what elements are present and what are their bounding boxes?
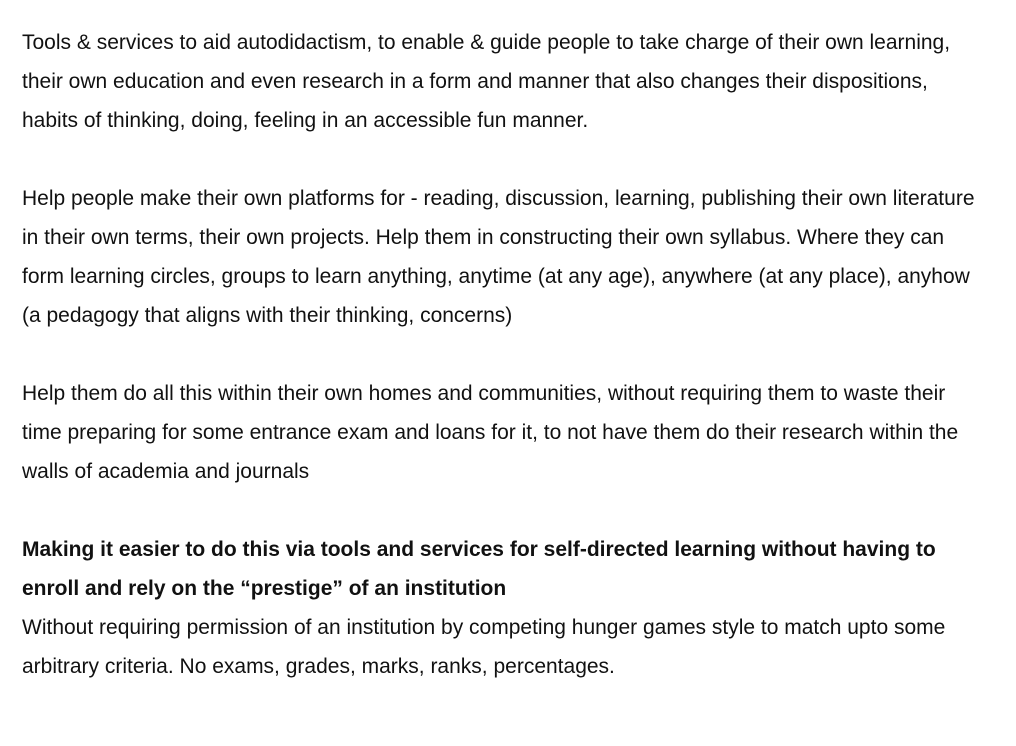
document-body — [22, 23, 982, 686]
paragraph-emphasis: Making it easier to do this via tools and services for self-directed learning without having to enroll and rely on the “prestige” of an institution — [22, 538, 936, 600]
paragraph-autodidactism: Tools & services to aid autodidactism, to enable & guide people to take charge of their own learning, their own education and even research in a form and manner that also changes their dispositions, habits of thinking, doing, feeling in an accessible fun manner. — [22, 31, 951, 132]
paragraph-closing: Without requiring permission of an institution by competing hunger games style to match upto some arbitrary criteria. No exams, grades, marks, ranks, percentages. — [22, 616, 946, 678]
paragraph-homes-communities: Help them do all this within their own homes and communities, without requiring them to waste their time preparing for some entrance exam and loans for it, to not have them do their research within the walls of academia and journals — [22, 382, 959, 483]
paragraph-spacer — [22, 140, 982, 179]
paragraph-spacer — [22, 491, 982, 530]
paragraph-spacer — [22, 335, 982, 374]
paragraph-platforms: Help people make their own platforms for - reading, discussion, learning, publishing their own literature in their own terms, their own projects. Help them in constructing their own syllabus. Where they can form learning circles, groups to learn anything, anytime (at any age), anywhere (at any place), anyhow (a pedagogy that aligns with their thinking, concerns) — [22, 187, 975, 327]
